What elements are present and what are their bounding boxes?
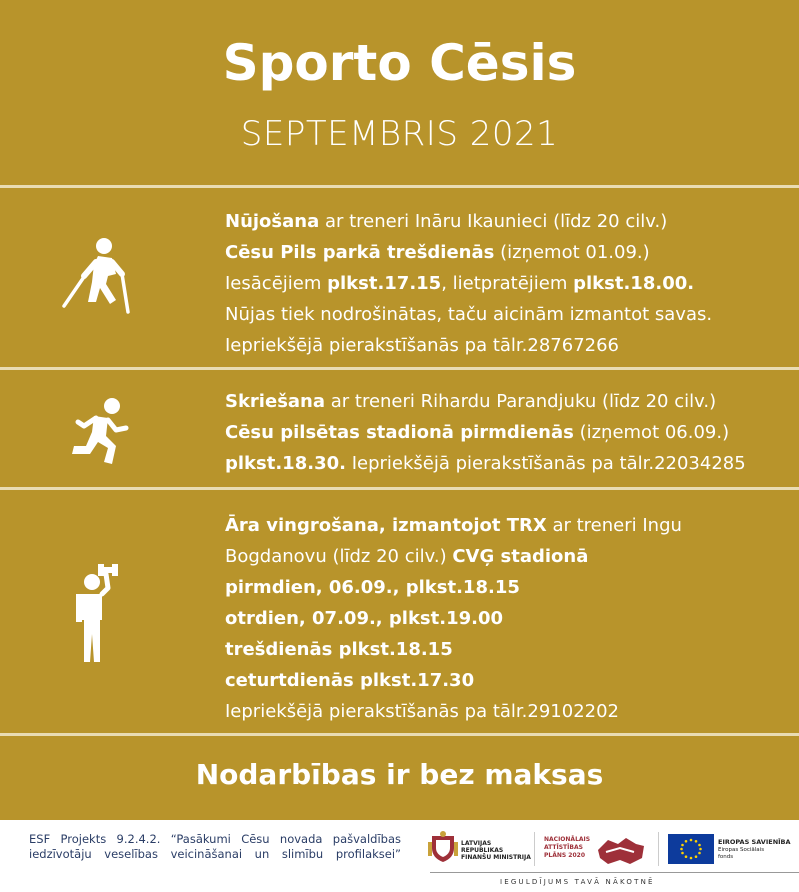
nap-line: NACIONĀLAIS: [544, 836, 591, 843]
section-text: [225, 386, 785, 479]
latvia-map-icon: [596, 836, 646, 866]
page-title: Sporto Cēsis: [222, 34, 577, 92]
ministry-line: LATVIJAS REPUBLIKAS: [461, 840, 504, 854]
free-notice: Nodarbības ir bez maksas: [195, 758, 604, 791]
nordic-walking-icon: [56, 234, 140, 318]
divider: [0, 367, 799, 370]
coat-of-arms-icon: [428, 830, 458, 862]
page-subtitle: SEPTEMBRIS 2021: [240, 114, 559, 154]
text-line: pirmdien, 06.09., plkst.18.15: [225, 577, 520, 598]
divider: [0, 733, 799, 736]
section-text: [225, 206, 785, 361]
eu-sub: Eiropas Sociālais: [718, 847, 765, 853]
text-line: trešdienās plkst.18.15: [225, 639, 453, 660]
funding-footer: [0, 820, 799, 892]
motto-line: [430, 872, 799, 873]
logo-separator: [658, 832, 659, 866]
text-line: Bogdanovu (līdz 20 cilv.) CVĢ stadionā: [225, 546, 589, 567]
esf-project-text: [29, 832, 401, 862]
esf-line: iedzīvotāju veselības veicināšanai un slimību profilaksei”: [29, 847, 401, 861]
divider: [0, 185, 799, 188]
text-line: plkst.18.30. Iepriekšējā pierakstīšanās pa tālr.22034285: [225, 453, 746, 474]
text-line: ceturtdienās plkst.17.30: [225, 670, 475, 691]
text-line: Nūjas tiek nodrošinātas, taču aicinām izmantot savas.: [225, 304, 713, 325]
text-line: Skriešana ar treneri Rihardu Parandjuku (līdz 20 cilv.): [225, 391, 717, 412]
nap-line: PLĀNS 2020: [544, 852, 585, 859]
eu-text: [718, 838, 791, 861]
running-icon: [56, 392, 140, 476]
ministry-line: FINANŠU MINISTRIJA: [461, 854, 531, 861]
eu-flag-icon: [668, 834, 714, 864]
text-line: Iepriekšējā pierakstīšanās pa tālr.28767266: [225, 335, 620, 356]
text-line: otrdien, 07.09., plkst.19.00: [225, 608, 504, 629]
section-text: [225, 510, 785, 727]
eu-sub: fonds: [718, 854, 734, 860]
divider: [0, 487, 799, 490]
esf-line: ESF Projekts 9.2.4.2. “Pasākumi Cēsu novada pašvaldības: [29, 832, 401, 846]
nap-line: ATTĪSTĪBAS: [544, 844, 583, 851]
trx-exercise-icon: [56, 558, 140, 668]
text-line: Cēsu pilsētas stadionā pirmdienās (izņemot 06.09.): [225, 422, 730, 443]
text-line: Iepriekšējā pierakstīšanās pa tālr.29102202: [225, 701, 620, 722]
text-line: Iesācējiem plkst.17.15, lietpratējiem plkst.18.00.: [225, 273, 695, 294]
text-line: Nūjošana ar treneri Ināru Ikaunieci (līdz 20 cilv.): [225, 211, 668, 232]
text-line: Āra vingrošana, izmantojot TRX ar treneri Ingu: [225, 515, 682, 536]
eu-title: EIROPAS SAVIENĪBA: [718, 838, 791, 846]
text-line: Cēsu Pils parkā trešdienās (izņemot 01.09.): [225, 242, 650, 263]
logo-separator: [534, 832, 535, 866]
motto: IEGULDĪJUMS TAVĀ NĀKOTNĒ: [500, 878, 655, 886]
